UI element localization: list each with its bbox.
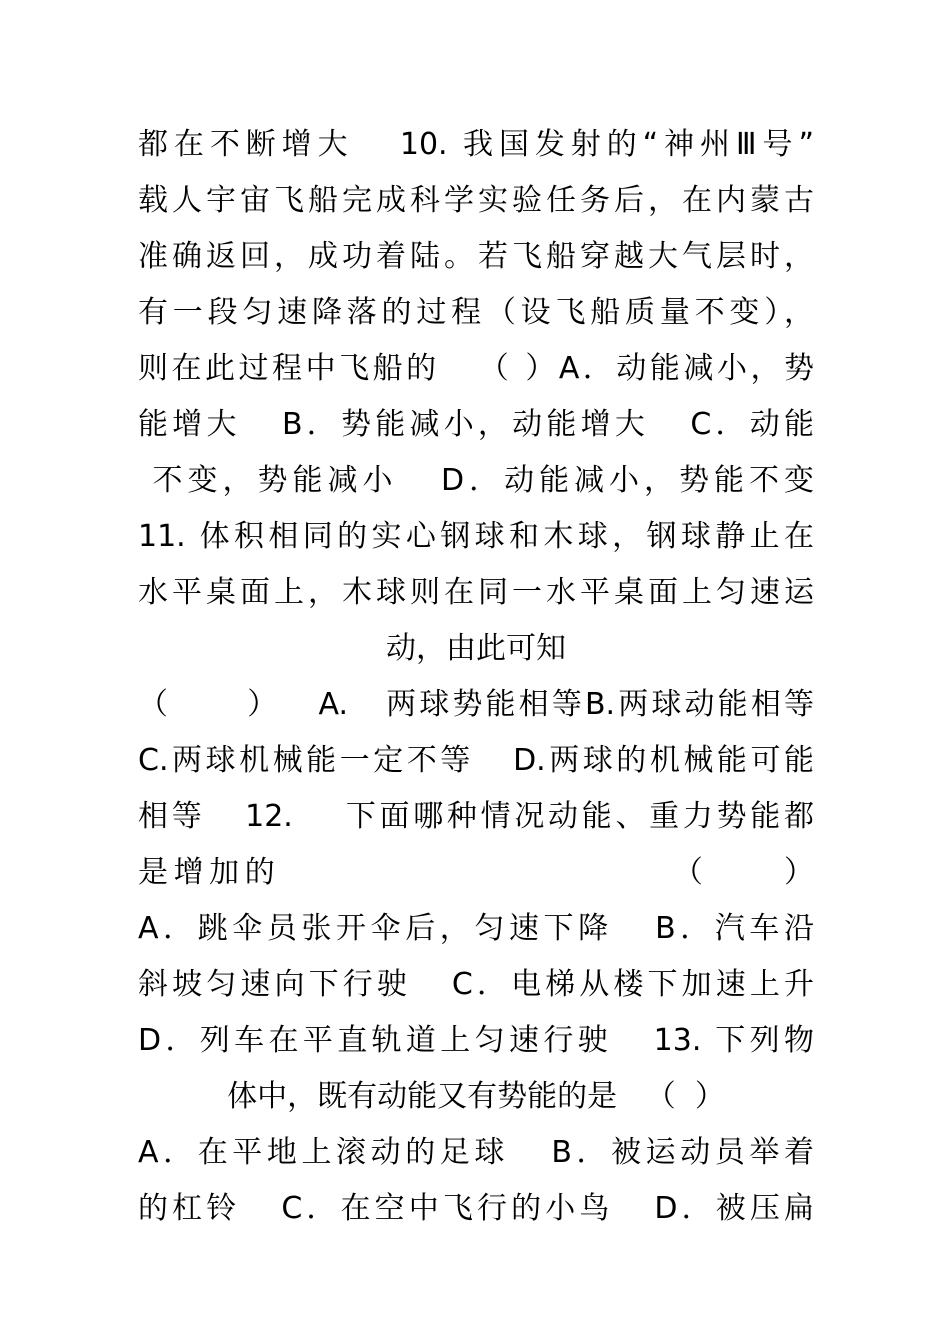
text-line: D．列车在平直轨道上匀速行驶 13. 下列物 (138, 1023, 814, 1058)
text-line: 水平桌面上，木球则在同一水平桌面上匀速运 (138, 575, 814, 610)
text-line: 载人宇宙飞船完成科学实验任务后，在内蒙古 (138, 183, 814, 218)
text-line: 则在此过程中飞船的 （ ）A．动能减小，势 (138, 351, 814, 386)
text-line: 是增加的 （ ） (138, 855, 814, 890)
text-line: 都在不断增大 10. 我国发射的“神州Ⅲ号” (138, 127, 814, 162)
text-line: 准确返回，成功着陆。若飞船穿越大气层时， (138, 239, 814, 274)
text-line: A．跳伞员张开伞后，匀速下降 B．汽车沿 (138, 911, 814, 946)
text-line: C.两球机械能一定不等 D.两球的机械能可能 (138, 743, 814, 778)
text-line: 不变，势能减小 D．动能减小，势能不变 (138, 463, 814, 498)
text-line: A．在平地上滚动的足球 B．被运动员举着 (138, 1135, 814, 1170)
text-line: 斜坡匀速向下行驶 C．电梯从楼下加速上升 (138, 967, 814, 1002)
text-line: 动，由此可知 (386, 631, 566, 666)
text-line: 体中，既有动能又有势能的是 （ ） (227, 1079, 725, 1114)
text-line: 11. 体积相同的实心钢球和木球，钢球静止在 (138, 519, 814, 554)
text-line: 有一段匀速降落的过程（设飞船质量不变）， (138, 295, 814, 330)
text-line: （ ） A. 两球势能相等B.两球动能相等 (138, 687, 814, 722)
text-line: 能增大 B．势能减小，动能增大 C．动能 (138, 407, 814, 442)
text-line: 的杠铃 C．在空中飞行的小鸟 D．被压扁 (138, 1191, 814, 1226)
text-line: 相等 12. 下面哪种情况动能、重力势能都 (138, 799, 814, 834)
